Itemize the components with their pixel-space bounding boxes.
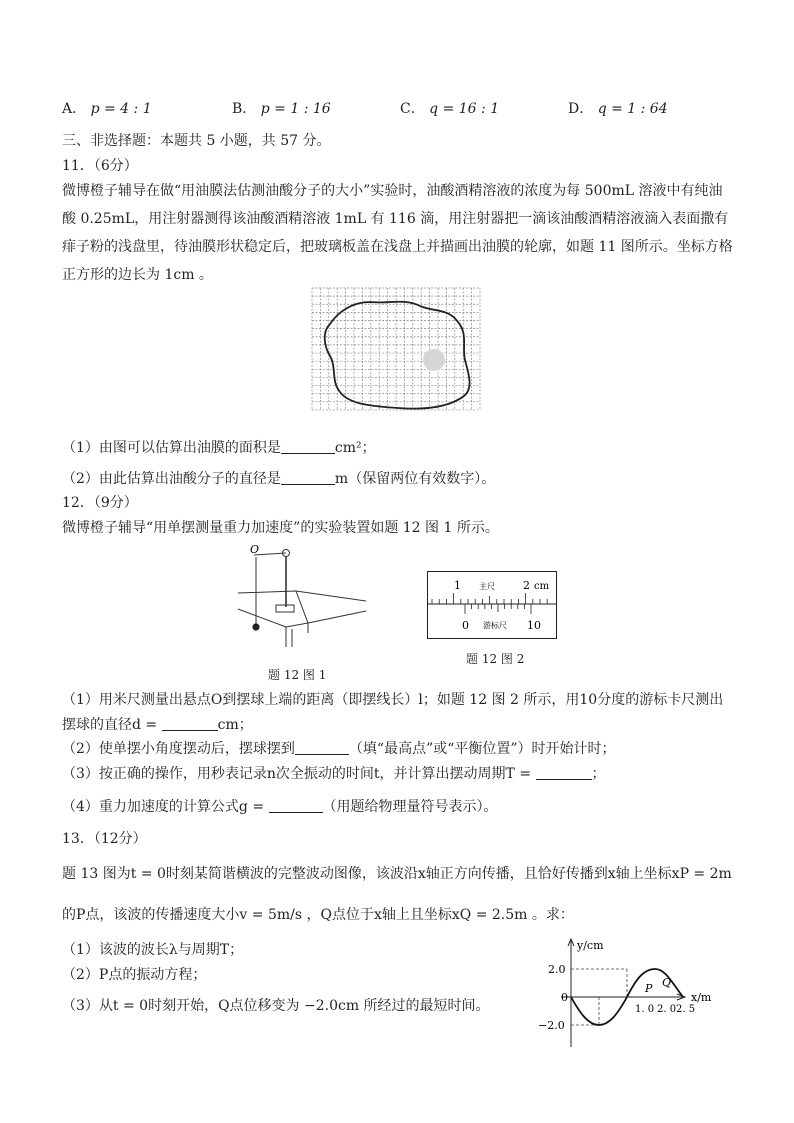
answer-blank[interactable] [281,469,335,485]
wave-graph [531,935,721,1049]
q12-number: 12．（9分） [62,495,138,511]
svg-text:x/m: x/m [691,991,712,1004]
oil-film-outline [325,302,470,409]
q12-stem: 微博橙子辅导“用单摆测量重力加速度”的实验装置如题 12 图 1 所示。 [62,520,499,536]
q12-sub3: （3）按正确的操作，用秒表记录n次全振动的时间t，并计算出摆动周期T = ； [62,766,606,782]
q12-sub4: （4）重力加速度的计算公式g = （用题给物理量符号表示）。 [62,799,498,815]
pendulum-bob [252,623,259,630]
fig1-caption: 题 12 图 1 [268,668,327,682]
option-a: A． p = 4 : 1 [62,101,152,117]
option-a-expr: p = 4 : 1 [90,101,152,117]
q12-sub2: （2）使单摆小角度摆动后，摆球摆到 （填“最高点”或“平衡位置”）时开始计时； [62,741,616,757]
fig2-caption: 题 12 图 2 [466,652,525,666]
q13-number: 13．（12分） [62,831,147,847]
svg-text:2. 5: 2. 5 [676,1004,696,1015]
option-b: B． p = 1 : 16 [232,101,331,117]
svg-text:0: 0 [462,619,469,632]
option-c: C． q = 16 : 1 [400,101,500,117]
svg-text:2. 0: 2. 0 [657,1004,677,1015]
svg-text:10: 10 [527,619,541,632]
svg-text:cm: cm [534,581,550,592]
q13-sub1: （1）该波的波长λ与周期T； [62,942,244,958]
option-d-expr: q = 1 : 64 [597,101,668,117]
q13-stem1: 题 13 图为t = 0时刻某简谐横波的完整波动图像，该波沿x轴正方向传播，且恰好传播到x轴上坐标xP = 2m [62,866,732,882]
option-d: D． q = 1 : 64 [568,101,668,117]
answer-blank[interactable] [295,739,349,755]
q12-sub1a: （1）用米尺测量出悬点O到摆球上端的距离（即摆线长）l；如题 12 图 2 所示，用10分度的游标卡尺测出 [62,692,724,708]
answer-blank[interactable] [536,764,592,780]
svg-text:0: 0 [561,991,568,1004]
q11-sub1: （1）由图可以估算出油膜的面积是 cm²； [62,440,376,456]
svg-text:1: 1 [454,579,461,592]
option-c-expr: q = 16 : 1 [429,101,500,117]
q11-stem: 微博橙子辅导在做“用油膜法估测油酸分子的大小”实验时，油酸酒精溶液的浓度为每 500mL 溶液中有纯油酸 0.25mL，用注射器测得该油酸酒精溶液 1mL 有 116 滴，用注射器把一滴该油酸酒精溶液滴入表面撒有痱子粉的浅盘里，待油膜形状稳定后，把玻璃板盖在浅盘上并描画出油膜的轮廓，如题 11 图所示。坐标方格正方形的边长为 1cm 。 [62,183,733,283]
svg-text:y/cm: y/cm [577,939,604,952]
q13-stem2: 的P点，该波的传播速度大小v = 5m/s ，Q点位于x轴上且坐标xQ = 2.5m 。求： [62,907,574,923]
oil-film-figure [308,284,484,414]
svg-text:2.0: 2.0 [548,963,566,976]
grey-dot [423,349,445,371]
q13-sub3: （3）从t = 0时刻开始，Q点位移变为 −2.0cm 所经过的最短时间。 [62,998,490,1014]
label-o: O [250,543,260,556]
q11-sub2: （2）由此估算出油酸分子的直径是 m（保留两位有效数字）。 [62,471,496,487]
svg-text:游标尺: 游标尺 [483,621,507,630]
svg-text:主尺: 主尺 [479,582,495,591]
section-title: 三、非选择题：本题共 5 小题，共 57 分。 [62,133,331,149]
svg-text:−2.0: −2.0 [538,1019,565,1032]
vernier-caliper-figure [427,571,557,639]
answer-blank[interactable] [281,438,335,454]
answer-blank[interactable] [162,715,218,731]
svg-text:1. 0: 1. 0 [635,1004,655,1015]
q13-sub2: （2）P点的振动方程； [62,967,207,983]
pendulum-figure [236,543,368,649]
answer-blank[interactable] [269,797,323,813]
q12-sub1b: 摆球的直径d = cm； [62,717,253,733]
option-b-expr: p = 1 : 16 [260,101,331,117]
grid-lines [312,288,480,410]
svg-text:2: 2 [523,579,530,592]
point-q-label: Q [662,976,672,989]
q11-number: 11．（6分） [62,158,138,174]
point-p-label: P [645,982,653,995]
